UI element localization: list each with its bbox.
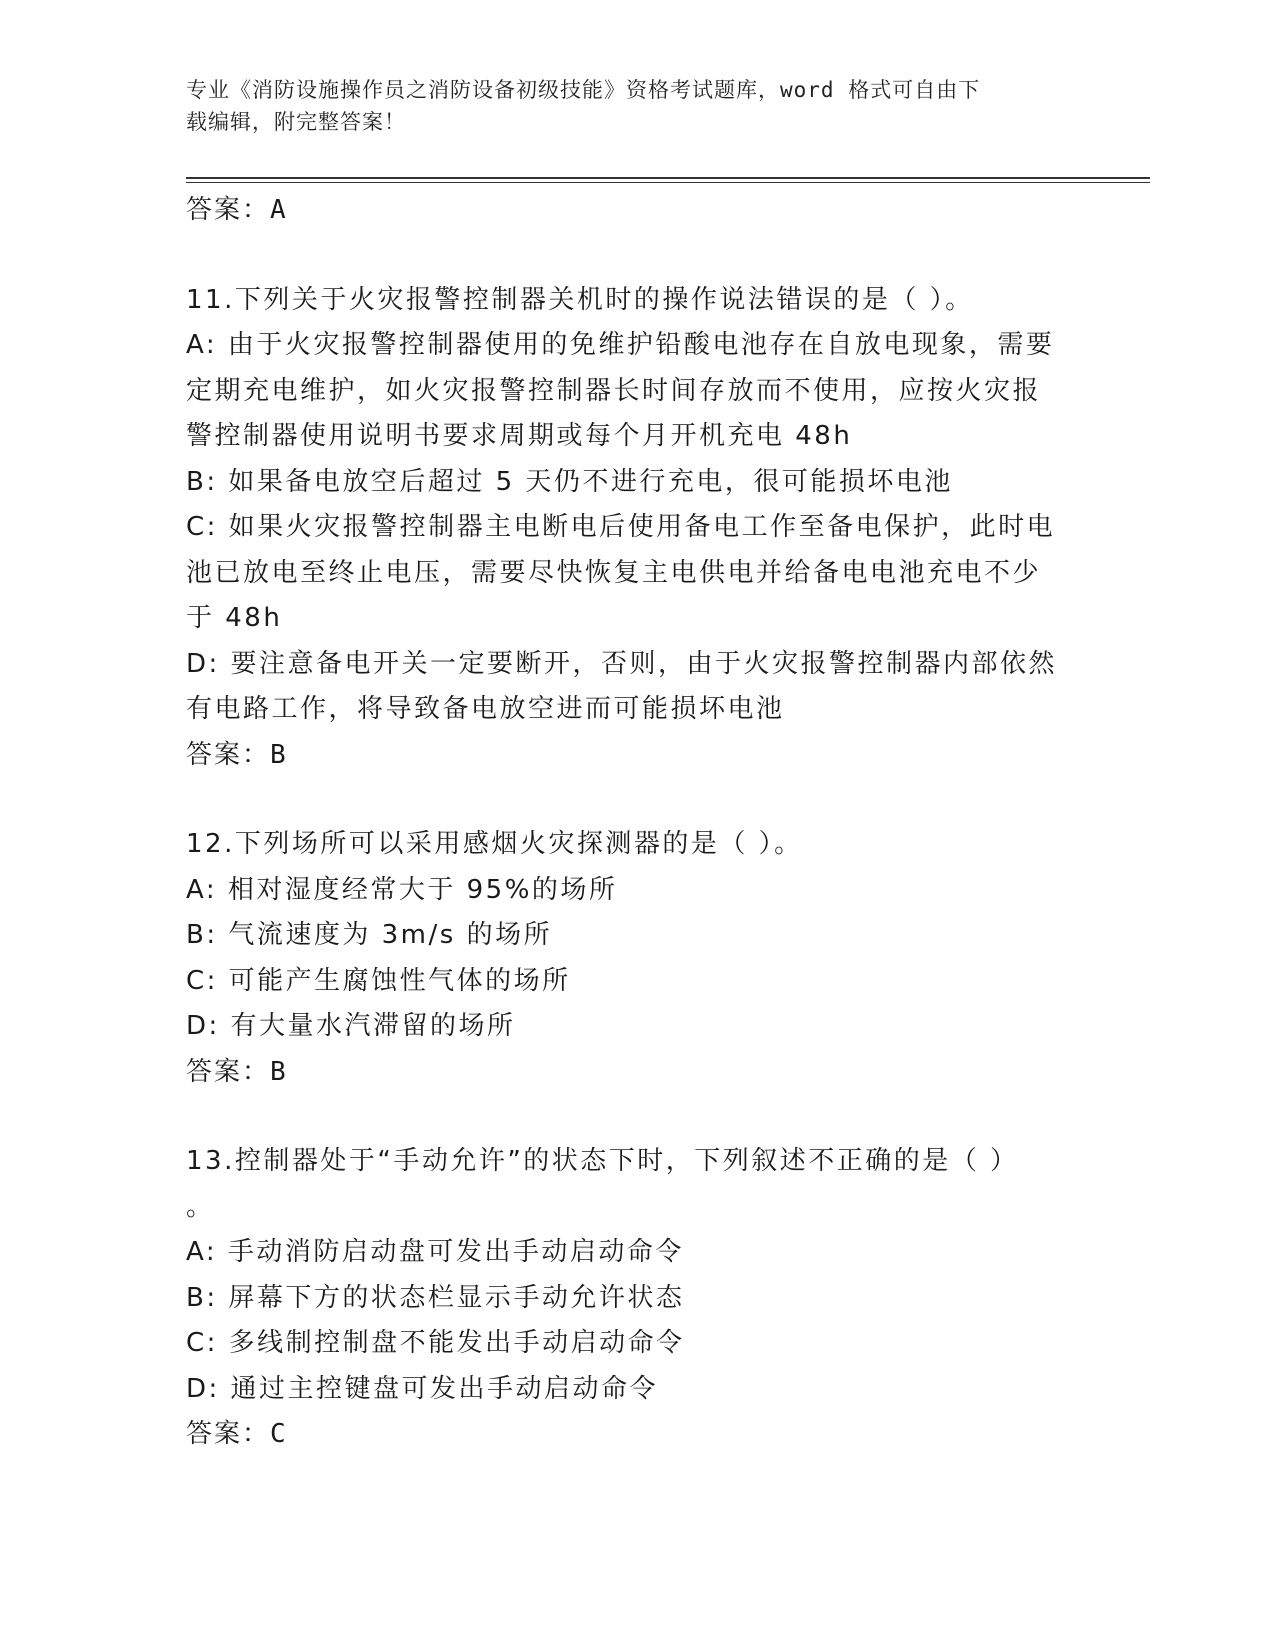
answer-label: 答案：	[186, 1056, 271, 1087]
header-divider-thick	[186, 177, 1150, 179]
option-line: D: 要注意备电开关一定要断开，否则，由于火灾报警控制器内部依然	[186, 648, 1058, 679]
option-line: 定期充电维护，如火灾报警控制器长时间存放而不使用，应按火灾报	[186, 375, 1042, 406]
option-line: A: 手动消防启动盘可发出手动启动命令	[186, 1237, 684, 1267]
header-line-1: 专业《消防设施操作员之消防设备初级技能》资格考试题库，word 格式可自由下	[186, 78, 981, 102]
answer-label: 答案：	[186, 1419, 271, 1449]
option-line: B: 气流速度为 3m/s 的场所	[186, 920, 553, 950]
option-line: D: 通过主控键盘可发出手动启动命令	[186, 1373, 659, 1404]
option-line: D: 有大量水汽滞留的场所	[186, 1011, 516, 1041]
question-12	[186, 822, 1086, 1095]
question-answer	[186, 1050, 1086, 1096]
question-stem-continued: 。	[186, 1191, 215, 1222]
option-line: 池已放电至终止电压，需要尽快恢复主电供电并给备电电池充电不少	[186, 557, 1042, 588]
option-line: 于 48h	[186, 603, 283, 633]
page-header	[186, 74, 1066, 138]
question-11	[186, 278, 1086, 779]
question-stem: 13.控制器处于“手动允许”的状态下时，下列叙述不正确的是（ ）	[186, 1146, 1019, 1176]
option-line: A: 由于火灾报警控制器使用的免维护铅酸电池存在自放电现象，需要	[186, 330, 1055, 360]
option-line: C: 可能产生腐蚀性气体的场所	[186, 965, 571, 996]
answer-value: B	[270, 1056, 288, 1087]
option-line: C: 多线制控制盘不能发出手动启动命令	[186, 1328, 685, 1358]
answer-value: A	[270, 195, 288, 225]
answer-value: B	[270, 739, 288, 770]
header-line-2: 载编辑，附完整答案！	[186, 110, 406, 134]
question-13	[186, 1139, 1086, 1458]
option-line: B: 如果备电放空后超过 5 天仍不进行充电，很可能损坏电池	[186, 466, 953, 497]
question-answer	[186, 733, 1086, 779]
header-divider-thin	[186, 182, 1150, 183]
answer-value: C	[270, 1419, 288, 1449]
question-stem: 11.下列关于火灾报警控制器关机时的操作说法错误的是（ ）。	[186, 284, 974, 315]
option-line: C: 如果火灾报警控制器主电断电后使用备电工作至备电保护，此时电	[186, 512, 1056, 542]
option-line: B: 屏幕下方的状态栏显示手动允许状态	[186, 1282, 685, 1313]
option-line: 有电路工作，将导致备电放空进而可能损坏电池	[186, 694, 785, 724]
answer-label: 答案：	[186, 195, 271, 225]
question-stem: 12.下列场所可以采用感烟火灾探测器的是（ ）。	[186, 829, 803, 859]
prev-question-answer	[186, 188, 1086, 234]
answer-label: 答案：	[186, 739, 271, 770]
option-line: A: 相对湿度经常大于 95%的场所	[186, 874, 618, 905]
question-list	[186, 188, 1086, 1458]
question-answer	[186, 1412, 1086, 1458]
option-line: 警控制器使用说明书要求周期或每个月开机充电 48h	[186, 421, 853, 451]
